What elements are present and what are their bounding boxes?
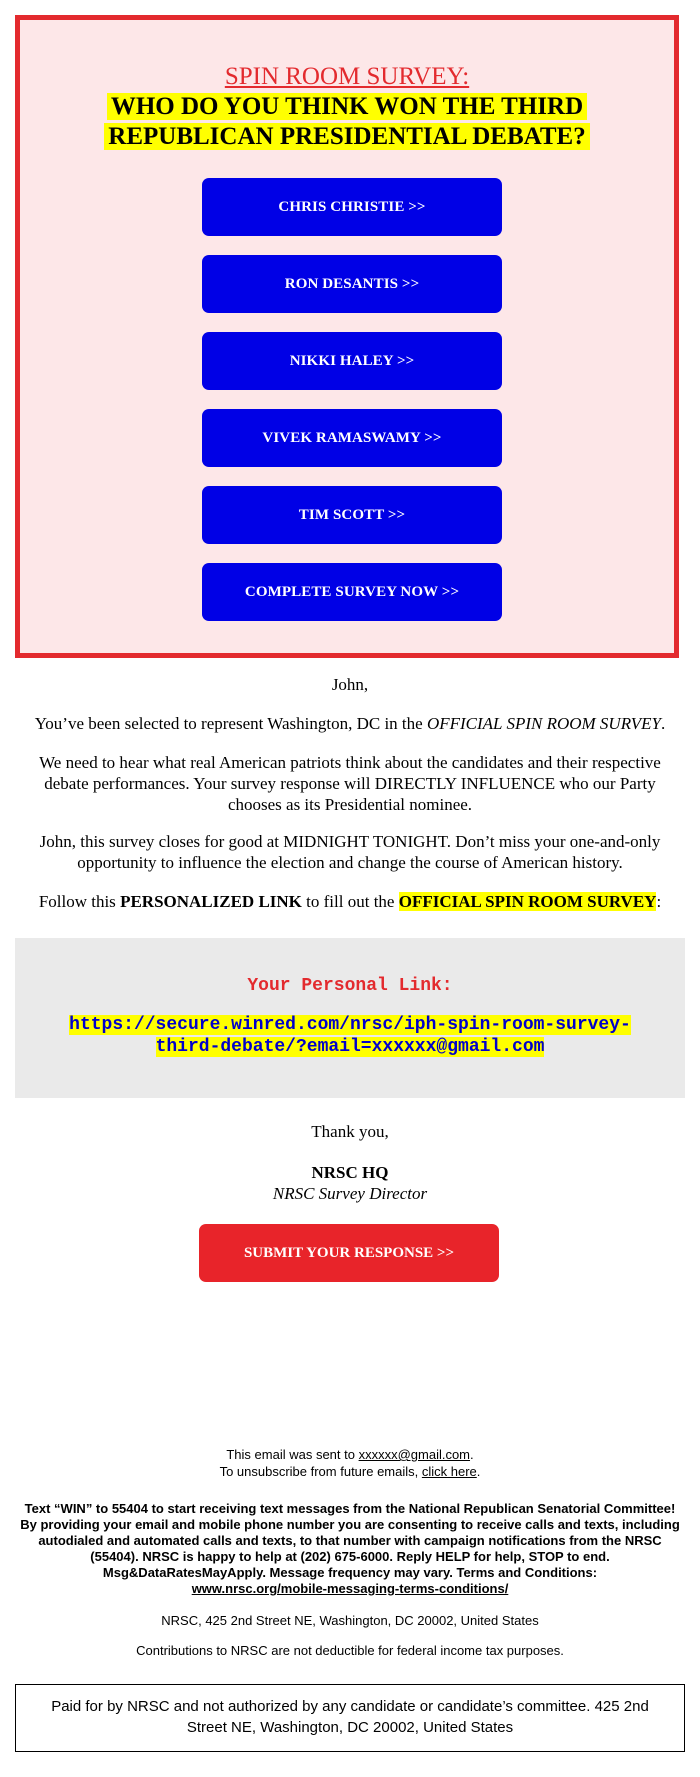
- personal-link-url-line-2[interactable]: third-debate/?email=xxxxxx@gmail.com: [155, 1037, 545, 1057]
- terms-link[interactable]: www.nrsc.org/mobile-messaging-terms-conditions/: [191, 1581, 509, 1596]
- p1-end: .: [661, 714, 666, 733]
- p1-italic: OFFICIAL SPIN ROOM SURVEY: [426, 714, 662, 733]
- p1-start: You’ve been selected to represent Washington, DC in the: [34, 714, 427, 733]
- signoff-title: NRSC Survey Director: [272, 1184, 428, 1203]
- vivek-ramaswamy-button[interactable]: VIVEK RAMASWAMY >>: [202, 409, 502, 467]
- personal-link-url[interactable]: [55, 1014, 645, 1058]
- signoff-name: NRSC HQ: [311, 1163, 389, 1182]
- survey-title: SPIN ROOM SURVEY:: [224, 63, 470, 90]
- ron-desantis-button[interactable]: RON DESANTIS >>: [202, 255, 502, 313]
- unsub-suffix: .: [476, 1464, 481, 1479]
- p4-end: :: [656, 892, 662, 911]
- tax-notice: Contributions to NRSC are not deductible for federal income tax purposes.: [136, 1643, 564, 1658]
- paragraph-deadline: John, this survey closes for good at MIDNIGHT TONIGHT. Don’t miss your one-and-only opportunity to influence the election and change the course of American history.: [39, 832, 661, 872]
- paid-for-disclaimer: Paid for by NRSC and not authorized by any candidate or candidate’s committee. 425 2nd Street NE, Washington, DC 20002, United States: [15, 1684, 685, 1752]
- tim-scott-button[interactable]: TIM SCOTT >>: [202, 486, 502, 544]
- p4-bold: PERSONALIZED LINK: [120, 892, 302, 911]
- unsubscribe-link[interactable]: click here: [421, 1464, 477, 1479]
- personal-link-label: Your Personal Link:: [247, 976, 453, 996]
- personal-link-url-line-1[interactable]: https://secure.winred.com/nrsc/iph-spin-room-survey-: [69, 1015, 631, 1035]
- submit-response-button[interactable]: SUBMIT YOUR RESPONSE >>: [199, 1224, 499, 1282]
- greeting: John,: [331, 675, 369, 694]
- sms-notice-text: Text “WIN” to 55404 to start receiving text messages from the National Republican Senatorial Committee! By providing your email and mobile phone number you are consenting to receive calls and texts, including autodialed and automated calls and texts, to that number with campaign notifications from the NRSC (55404). NRSC is happy to help at (202) 675-6000. Reply HELP for help, STOP to end. Msg&DataRatesMayApply. Message frequency may vary. Terms and Conditions:: [20, 1501, 680, 1580]
- unsubscribe-line: [15, 1464, 685, 1480]
- survey-heading: [20, 62, 674, 152]
- survey-box: [15, 15, 679, 658]
- complete-survey-button[interactable]: COMPLETE SURVEY NOW >>: [202, 563, 502, 621]
- p4-mid: to fill out the: [301, 892, 399, 911]
- sent-to-line: [15, 1447, 685, 1463]
- chris-christie-button[interactable]: CHRIS CHRISTIE >>: [202, 178, 502, 236]
- sms-notice: [20, 1501, 680, 1597]
- paragraph-need-to-hear: We need to hear what real American patriots think about the candidates and their respective debate performances. Your survey response will DIRECTLY INFLUENCE who our Party chooses as its Presidential nominee.: [39, 753, 661, 814]
- footer-address: NRSC, 425 2nd Street NE, Washington, DC 20002, United States: [161, 1613, 539, 1628]
- p4-start: Follow this: [38, 892, 121, 911]
- sent-to-email-link[interactable]: xxxxxx@gmail.com: [358, 1447, 471, 1462]
- personal-link-box: [15, 938, 685, 1098]
- paragraph-follow-link: [15, 891, 685, 912]
- p4-highlight: OFFICIAL SPIN ROOM SURVEY: [398, 892, 657, 911]
- question-line-2: REPUBLICAN PRESIDENTIAL DEBATE?: [104, 123, 589, 150]
- sent-to-prefix: This email was sent to: [226, 1447, 359, 1462]
- thank-you: Thank you,: [311, 1122, 389, 1141]
- nikki-haley-button[interactable]: NIKKI HALEY >>: [202, 332, 502, 390]
- paragraph-selected: [15, 713, 685, 734]
- question-line-1: WHO DO YOU THINK WON THE THIRD: [107, 93, 587, 120]
- sent-to-suffix: .: [470, 1447, 474, 1462]
- unsub-prefix: To unsubscribe from future emails,: [219, 1464, 422, 1479]
